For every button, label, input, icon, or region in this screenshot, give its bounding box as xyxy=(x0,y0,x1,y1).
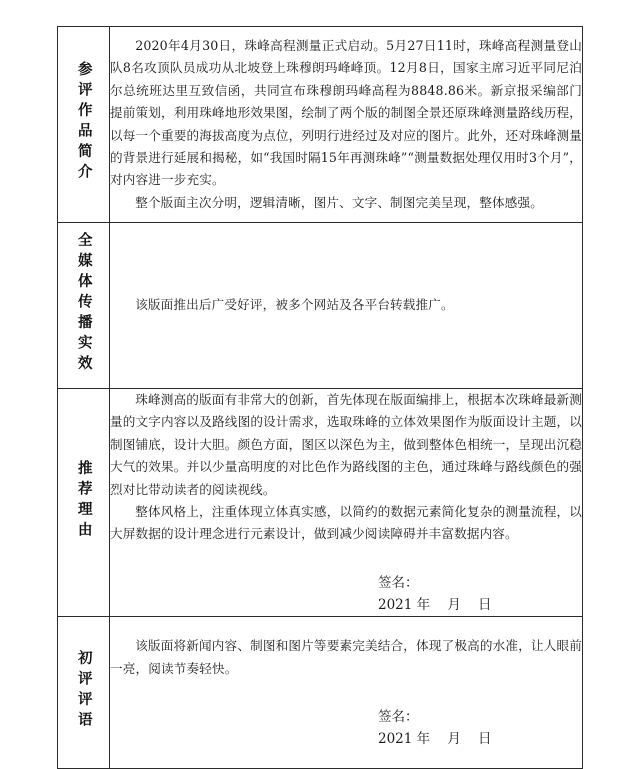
reason-paragraph-2: 整体风格上，注重体现立体真实感，以简约的数据元素简化复杂的测量流程，以大屏数据的设计理念进行元素设计，做到减少阅读障碍并丰富数据内容。 xyxy=(110,504,582,542)
brief-paragraph-2: 整个版面主次分明，逻辑清晰，图片、文字、制图完美呈现，整体感强。 xyxy=(135,194,543,210)
review-signature-label: 签名： xyxy=(378,709,419,726)
table-row-brief xyxy=(58,27,583,223)
row-label-brief: 参评作品简介 xyxy=(75,61,93,184)
reason-signature-date: 2021 年 月 日 xyxy=(378,597,492,614)
row-label-brief-cell xyxy=(58,27,110,223)
table-row-spread xyxy=(58,223,583,389)
spread-paragraph-1: 该版面推出后广受好评，被多个网站及各平台转载推广。 xyxy=(135,297,454,313)
reason-signature-block xyxy=(110,572,582,617)
brief-paragraph-1: 2020年4月30日，珠峰高程测量正式启动。5月27日11时，珠峰高程测量登山队8名攻顶队员成功从北坡登上珠穆朗玛峰峰顶。12月8日，国家主席习近平同尼泊尔总统班达里互致信函，共同宣布珠穆朗玛峰高程为8848.86米。新京报采编部门提前策划，利用珠峰地形效果图，绘制了两个版的制图全景还原珠峰测量路线历程，以每一个重要的海拔高度为点位，列明行进经过及对应的图片。此外，还对珠峰测量的背景进行延展和揭秘，如“我国时隔15年再测珠峰”“测量数据处理仅用时3个月”，对内容进一步充实。 xyxy=(110,37,582,188)
row-label-review: 初评评语 xyxy=(75,649,93,732)
row-label-reason-cell xyxy=(58,389,110,617)
reason-paragraph-1: 珠峰测高的版面有非常大的创新，首先体现在版面编排上，根据本次珠峰最新测量的文字内容以及路线图的设计需求，选取珠峰的立体效果图作为版面设计主题，以制图铺底，设计大胆。颜色方面，图区以深色为主，做到整体色相统一，呈现出沉稳大气的效果。并以少量高明度的对比色作为路线图的主色，通过珠峰与路线颜色的强烈对比带动读者的阅读视线。 xyxy=(110,392,582,497)
table-row-review xyxy=(58,617,583,769)
review-paragraph-1: 该版面将新闻内容、制图和图片等要素完美结合，体现了极高的水准，让人眼前一亮，阅读节奏轻快。 xyxy=(110,638,582,676)
row-label-spread: 全媒体传播实效 xyxy=(75,231,93,376)
review-signature-block xyxy=(110,706,582,751)
row-content-brief-cell xyxy=(110,27,583,223)
row-content-review-cell xyxy=(110,617,583,769)
row-label-spread-cell xyxy=(58,223,110,389)
table-row-reason xyxy=(58,389,583,617)
row-label-review-cell xyxy=(58,617,110,769)
reason-signature-label: 签名： xyxy=(378,574,419,591)
review-signature-date: 2021 年 月 日 xyxy=(378,731,492,748)
row-label-reason: 推荐理由 xyxy=(75,459,93,542)
row-content-spread-cell xyxy=(110,223,583,389)
row-content-reason-cell xyxy=(110,389,583,617)
evaluation-form-table xyxy=(57,26,583,769)
